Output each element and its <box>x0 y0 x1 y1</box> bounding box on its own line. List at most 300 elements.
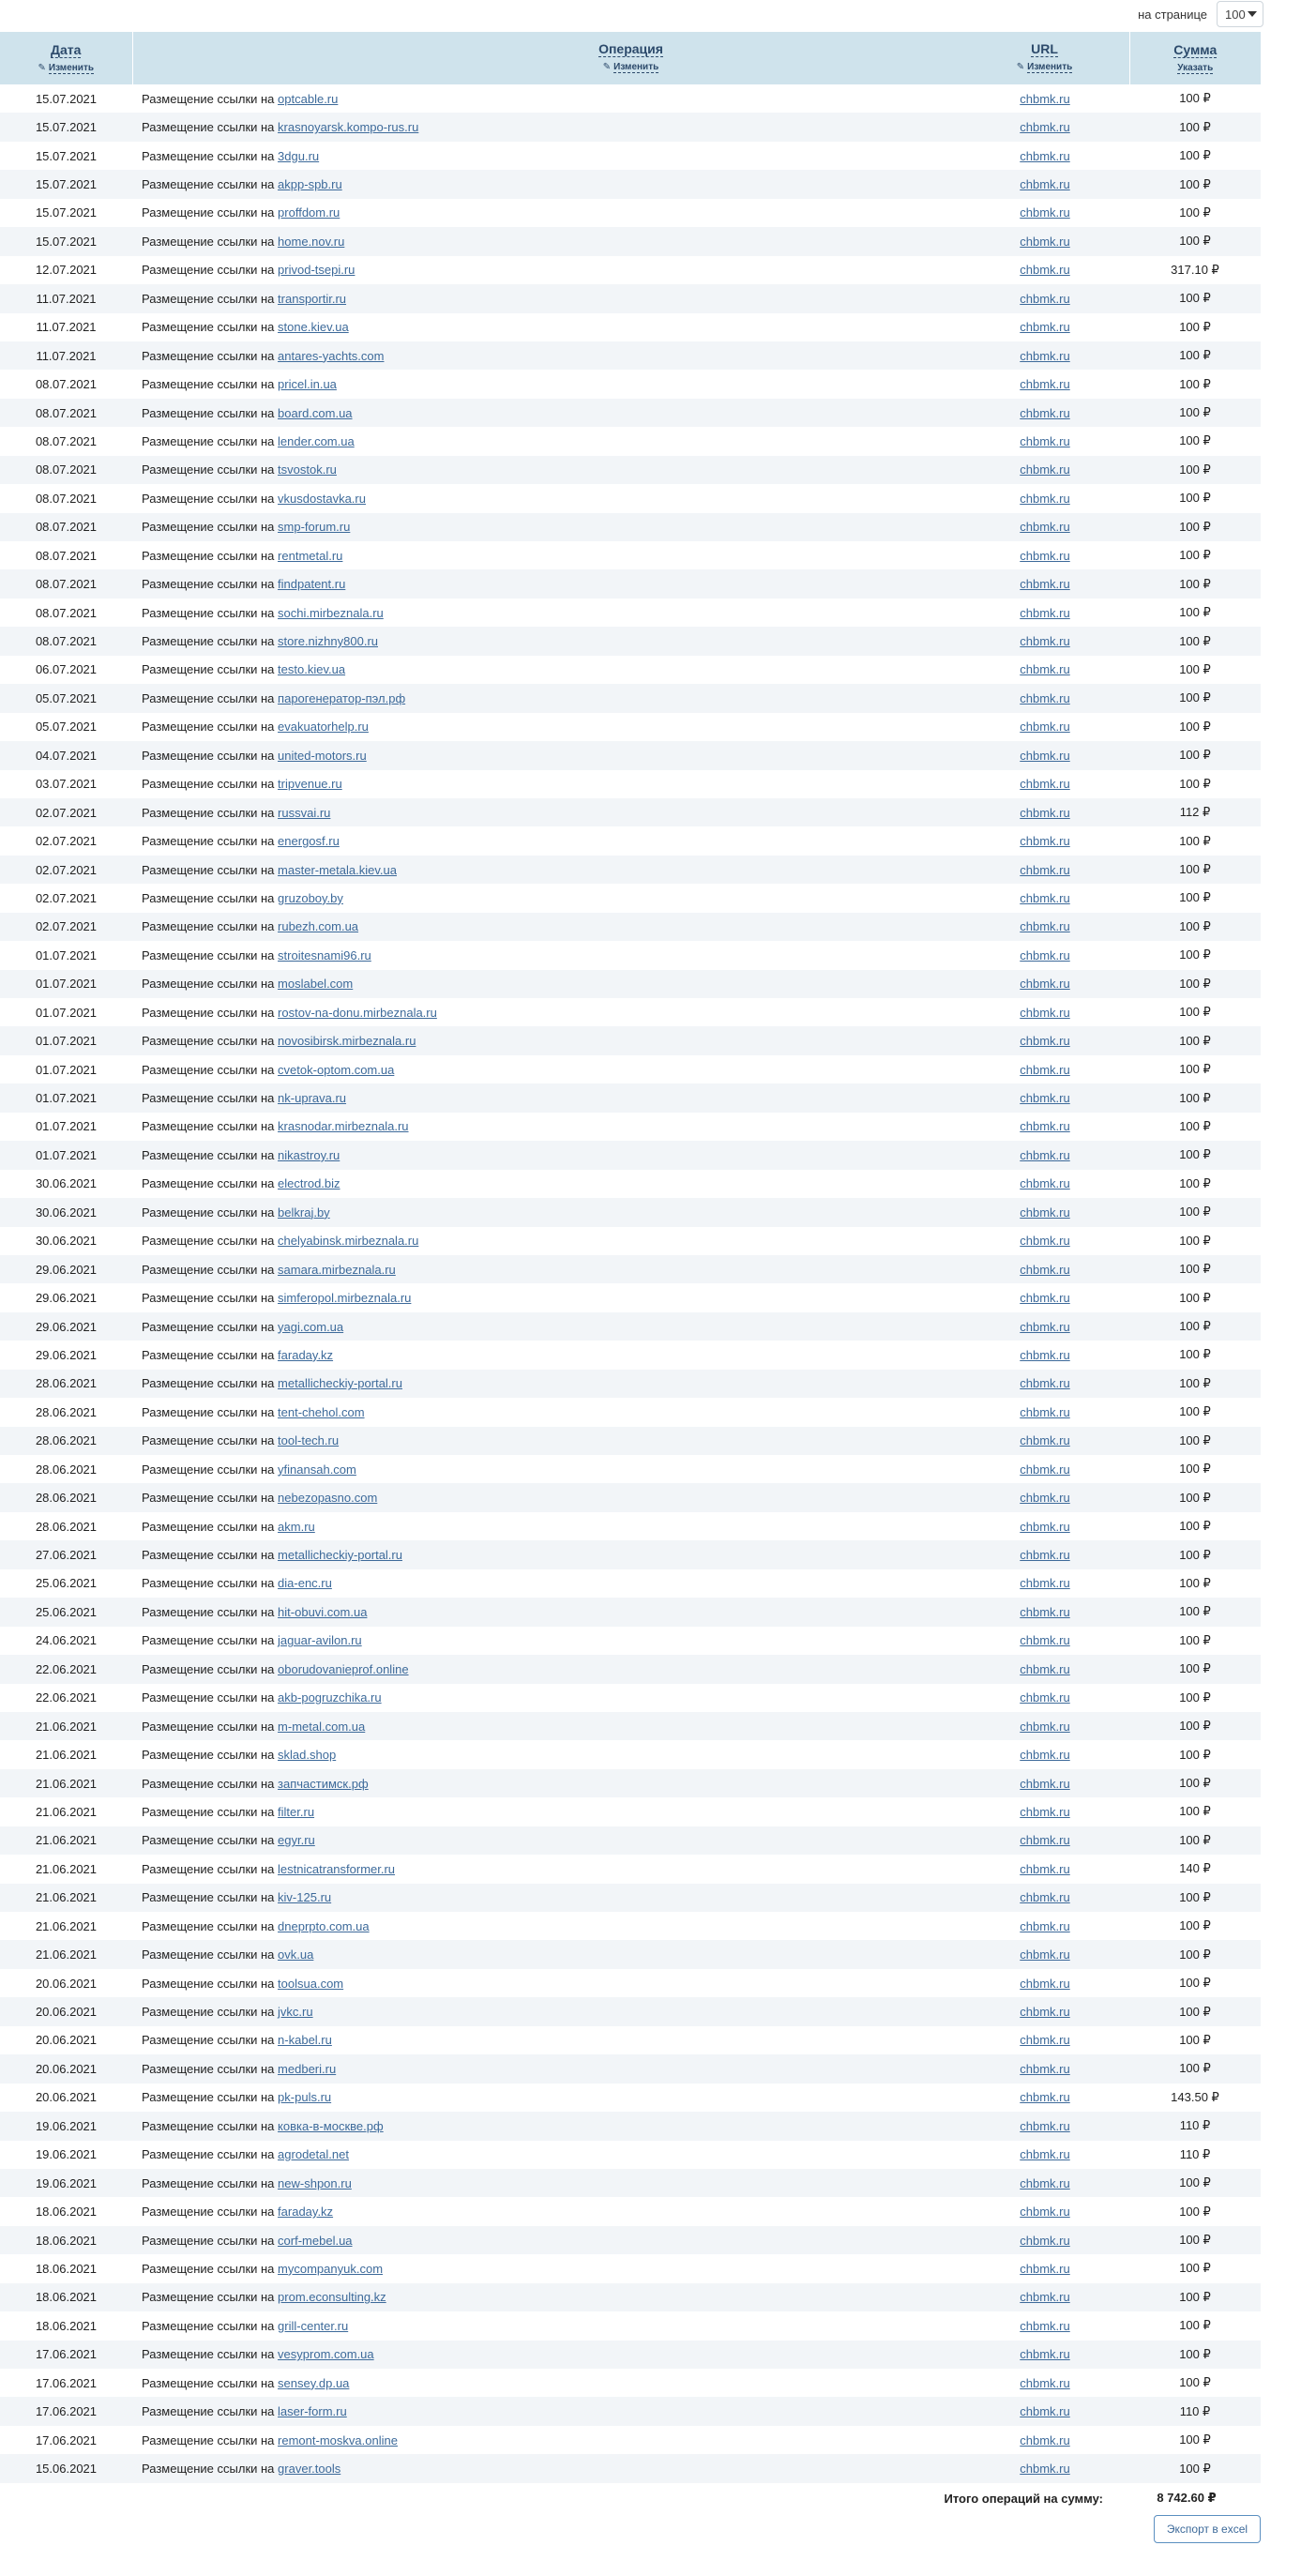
placement-site-link[interactable]: lestnicatransformer.ru <box>278 1861 396 1876</box>
table-row <box>0 2426 1261 2454</box>
row-sum: 100 ₽ <box>1129 2169 1261 2197</box>
placement-site-link[interactable]: ковка-в-москве.рф <box>278 2118 384 2133</box>
sort-date-link[interactable]: Дата <box>51 42 82 57</box>
operation-prefix: Размещение ссылки на <box>142 1576 275 1591</box>
url-link[interactable]: chbmk.ru <box>1020 263 1070 278</box>
row-sum: 100 ₽ <box>1129 2369 1261 2397</box>
row-date: 08.07.2021 <box>0 427 132 455</box>
row-url <box>961 142 1129 170</box>
table-row <box>0 1740 1261 1768</box>
placement-site-link[interactable]: optcable.ru <box>278 91 339 106</box>
url-link[interactable]: chbmk.ru <box>1020 2033 1070 2048</box>
table-row <box>0 142 1261 170</box>
url-link[interactable]: chbmk.ru <box>1020 91 1070 106</box>
url-link[interactable]: chbmk.ru <box>1020 1719 1070 1734</box>
url-link[interactable]: chbmk.ru <box>1020 548 1070 563</box>
sort-operation-link[interactable]: Операция <box>598 41 663 56</box>
placement-site-link[interactable]: faraday.kz <box>278 2205 334 2220</box>
row-sum: 100 ₽ <box>1129 1684 1261 1712</box>
url-link[interactable]: chbmk.ru <box>1020 2462 1070 2477</box>
table-row <box>0 913 1261 941</box>
row-date: 21.06.2021 <box>0 1855 132 1883</box>
row-url <box>961 1512 1129 1540</box>
url-link[interactable]: chbmk.ru <box>1020 205 1070 220</box>
table-row <box>0 941 1261 969</box>
placement-site-link[interactable]: yagi.com.ua <box>278 1319 344 1334</box>
row-operation <box>132 1655 1129 1683</box>
url-link[interactable]: chbmk.ru <box>1020 862 1070 877</box>
table-row <box>0 2454 1261 2482</box>
placement-site-link[interactable]: nebezopasno.com <box>278 1491 378 1506</box>
url-link[interactable]: chbmk.ru <box>1020 1548 1070 1563</box>
table-row <box>0 1227 1261 1255</box>
row-url <box>961 1997 1129 2025</box>
row-date: 01.07.2021 <box>0 1113 132 1141</box>
sort-url-link[interactable]: URL <box>1031 41 1058 56</box>
url-link[interactable]: chbmk.ru <box>1020 662 1070 677</box>
placement-site-link[interactable]: evakuatorhelp.ru <box>278 720 369 735</box>
placement-site-link[interactable]: rentmetal.ru <box>278 548 343 563</box>
placement-site-link[interactable]: stroitesnami96.ru <box>278 947 371 962</box>
placement-site-link[interactable]: master-metala.kiev.ua <box>278 862 397 877</box>
operation-prefix: Размещение ссылки на <box>142 1748 275 1763</box>
row-operation <box>132 1740 1129 1768</box>
row-date: 15.07.2021 <box>0 84 132 113</box>
table-row <box>0 1398 1261 1426</box>
url-link[interactable]: chbmk.ru <box>1020 1748 1070 1763</box>
operations-table-wrap <box>0 32 1261 2483</box>
operation-prefix: Размещение ссылки на <box>142 1661 275 1676</box>
placement-site-link[interactable]: chelyabinsk.mirbeznala.ru <box>278 1234 419 1249</box>
url-link[interactable]: chbmk.ru <box>1020 348 1070 363</box>
row-operation <box>132 370 1129 398</box>
row-sum: 100 ₽ <box>1129 1198 1261 1226</box>
placement-site-link[interactable]: energosf.ru <box>278 834 340 849</box>
placement-site-link[interactable]: stone.kiev.ua <box>278 320 349 335</box>
url-link[interactable]: chbmk.ru <box>1020 1976 1070 1991</box>
placement-site-link[interactable]: united-motors.ru <box>278 748 367 763</box>
url-link[interactable]: chbmk.ru <box>1020 1147 1070 1162</box>
placement-site-link[interactable]: graver.tools <box>278 2462 341 2477</box>
url-link[interactable]: chbmk.ru <box>1020 1119 1070 1134</box>
row-date: 15.07.2021 <box>0 227 132 255</box>
row-sum: 100 ₽ <box>1129 1170 1261 1198</box>
row-sum: 100 ₽ <box>1129 2426 1261 2454</box>
url-link[interactable]: chbmk.ru <box>1020 2205 1070 2220</box>
row-date: 30.06.2021 <box>0 1227 132 1255</box>
operation-prefix: Размещение ссылки на <box>142 1404 275 1419</box>
placement-site-link[interactable]: sochi.mirbeznala.ru <box>278 605 384 620</box>
row-operation <box>132 1427 1129 1455</box>
row-operation <box>132 1826 1129 1855</box>
table-row <box>0 2341 1261 2369</box>
row-url <box>961 1826 1129 1855</box>
url-link[interactable]: chbmk.ru <box>1020 1491 1070 1506</box>
operation-edit-link[interactable]: Изменить <box>613 62 659 72</box>
url-link[interactable]: chbmk.ru <box>1020 2290 1070 2305</box>
url-link[interactable]: chbmk.ru <box>1020 1861 1070 1876</box>
row-date: 18.06.2021 <box>0 2226 132 2254</box>
row-sum: 100 ₽ <box>1129 427 1261 455</box>
row-sum: 100 ₽ <box>1129 941 1261 969</box>
url-link[interactable]: chbmk.ru <box>1020 1262 1070 1277</box>
row-date: 15.07.2021 <box>0 113 132 141</box>
url-link[interactable]: chbmk.ru <box>1020 120 1070 135</box>
url-link[interactable]: chbmk.ru <box>1020 1347 1070 1362</box>
row-sum: 100 ₽ <box>1129 484 1261 512</box>
row-operation <box>132 2112 1129 2140</box>
row-sum: 100 ₽ <box>1129 2341 1261 2369</box>
operation-prefix: Размещение ссылки на <box>142 1719 275 1734</box>
placement-site-link[interactable]: findpatent.ru <box>278 577 346 592</box>
placement-site-link[interactable]: proffdom.ru <box>278 205 340 220</box>
table-row <box>0 1283 1261 1311</box>
placement-site-link[interactable]: prom.econsulting.kz <box>278 2290 386 2305</box>
placement-site-link[interactable]: filter.ru <box>278 1804 315 1819</box>
row-date: 20.06.2021 <box>0 1997 132 2025</box>
url-link[interactable]: chbmk.ru <box>1020 2261 1070 2276</box>
row-sum: 100 ₽ <box>1129 1769 1261 1797</box>
url-link[interactable]: chbmk.ru <box>1020 1833 1070 1848</box>
row-sum: 100 ₽ <box>1129 569 1261 598</box>
row-url <box>961 1655 1129 1683</box>
operation-prefix: Размещение ссылки на <box>142 491 275 506</box>
row-url <box>961 2283 1129 2311</box>
placement-site-link[interactable]: novosibirsk.mirbeznala.ru <box>278 1034 416 1049</box>
placement-site-link[interactable]: testo.kiev.ua <box>278 662 346 677</box>
placement-site-link[interactable]: 3dgu.ru <box>278 148 320 163</box>
row-operation <box>132 2369 1129 2397</box>
table-row <box>0 1826 1261 1855</box>
row-sum: 100 ₽ <box>1129 856 1261 884</box>
url-link[interactable]: chbmk.ru <box>1020 777 1070 792</box>
url-link[interactable]: chbmk.ru <box>1020 890 1070 905</box>
url-link[interactable]: chbmk.ru <box>1020 947 1070 962</box>
url-link[interactable]: chbmk.ru <box>1020 977 1070 992</box>
url-link[interactable]: chbmk.ru <box>1020 1205 1070 1220</box>
row-date: 21.06.2021 <box>0 1826 132 1855</box>
placement-site-link[interactable]: hit-obuvi.com.ua <box>278 1604 368 1619</box>
row-date: 21.06.2021 <box>0 1712 132 1740</box>
placement-site-link[interactable]: jvkc.ru <box>278 2005 313 2020</box>
placement-site-link[interactable]: simferopol.mirbeznala.ru <box>278 1291 412 1306</box>
url-link[interactable]: chbmk.ru <box>1020 1890 1070 1905</box>
placement-site-link[interactable]: transportir.ru <box>278 291 347 306</box>
placement-site-link[interactable]: remont-moskva.online <box>278 2432 398 2447</box>
url-link[interactable]: chbmk.ru <box>1020 1062 1070 1077</box>
placement-site-link[interactable]: home.nov.ru <box>278 234 345 249</box>
url-link[interactable]: chbmk.ru <box>1020 1604 1070 1619</box>
url-link[interactable]: chbmk.ru <box>1020 433 1070 448</box>
table-row <box>0 1512 1261 1540</box>
placement-site-link[interactable]: krasnoyarsk.kompo-rus.ru <box>278 120 419 135</box>
url-link[interactable]: chbmk.ru <box>1020 1462 1070 1477</box>
url-link[interactable]: chbmk.ru <box>1020 1776 1070 1791</box>
placement-site-link[interactable]: pricel.in.ua <box>278 377 337 392</box>
row-date: 21.06.2021 <box>0 1940 132 1968</box>
per-page-select[interactable] <box>1217 1 1263 27</box>
url-link[interactable]: chbmk.ru <box>1020 1034 1070 1049</box>
table-row <box>0 170 1261 198</box>
operation-prefix: Размещение ссылки на <box>142 2404 275 2419</box>
table-row <box>0 627 1261 655</box>
placement-site-link[interactable]: kiv-125.ru <box>278 1890 332 1905</box>
placement-site-link[interactable]: tool-tech.ru <box>278 1433 340 1448</box>
placement-site-link[interactable]: парогенератор-пэл.рф <box>278 690 406 705</box>
url-link[interactable]: chbmk.ru <box>1020 919 1070 934</box>
placement-site-link[interactable]: samara.mirbeznala.ru <box>278 1262 396 1277</box>
url-link[interactable]: chbmk.ru <box>1020 690 1070 705</box>
placement-site-link[interactable]: grill-center.ru <box>278 2318 349 2333</box>
row-operation <box>132 1627 1129 1655</box>
url-link[interactable]: chbmk.ru <box>1020 1404 1070 1419</box>
url-link[interactable]: chbmk.ru <box>1020 234 1070 249</box>
pencil-icon: ✎ <box>602 62 612 72</box>
url-link[interactable]: chbmk.ru <box>1020 1005 1070 1020</box>
sort-sum-link[interactable]: Сумма <box>1173 42 1218 57</box>
placement-site-link[interactable]: metallicheckiy-portal.ru <box>278 1376 402 1391</box>
url-link[interactable]: chbmk.ru <box>1020 1091 1070 1106</box>
url-link[interactable]: chbmk.ru <box>1020 2118 1070 2133</box>
table-row <box>0 484 1261 512</box>
row-operation <box>132 284 1129 312</box>
table-row <box>0 256 1261 284</box>
row-date: 21.06.2021 <box>0 1769 132 1797</box>
row-url <box>961 370 1129 398</box>
url-link[interactable]: chbmk.ru <box>1020 520 1070 535</box>
url-link[interactable]: chbmk.ru <box>1020 1433 1070 1448</box>
url-link[interactable]: chbmk.ru <box>1020 2061 1070 2076</box>
placement-site-link[interactable]: pk-puls.ru <box>278 2090 332 2105</box>
url-link[interactable]: chbmk.ru <box>1020 2175 1070 2190</box>
placement-site-link[interactable]: jaguar-avilon.ru <box>278 1633 362 1648</box>
placement-site-link[interactable]: tripvenue.ru <box>278 777 342 792</box>
table-body <box>0 84 1261 2483</box>
placement-site-link[interactable]: vkusdostavka.ru <box>278 491 366 506</box>
placement-site-link[interactable]: m-metal.com.ua <box>278 1719 366 1734</box>
url-link[interactable]: chbmk.ru <box>1020 320 1070 335</box>
row-operation <box>132 998 1129 1026</box>
placement-site-link[interactable]: egyr.ru <box>278 1833 315 1848</box>
url-link[interactable]: chbmk.ru <box>1020 1804 1070 1819</box>
row-operation <box>132 2197 1129 2225</box>
url-link[interactable]: chbmk.ru <box>1020 2005 1070 2020</box>
row-sum: 100 ₽ <box>1129 741 1261 769</box>
url-link[interactable]: chbmk.ru <box>1020 2147 1070 2162</box>
row-url <box>961 2454 1129 2482</box>
row-url <box>961 227 1129 255</box>
placement-site-link[interactable]: faraday.kz <box>278 1347 334 1362</box>
url-link[interactable]: chbmk.ru <box>1020 1947 1070 1962</box>
row-date: 02.07.2021 <box>0 913 132 941</box>
row-url <box>961 913 1129 941</box>
placement-site-link[interactable]: запчастимск.рф <box>278 1776 369 1791</box>
row-sum: 100 ₽ <box>1129 227 1261 255</box>
row-date: 19.06.2021 <box>0 2112 132 2140</box>
placement-site-link[interactable]: belkraj.by <box>278 1205 330 1220</box>
operation-prefix: Размещение ссылки на <box>142 148 275 163</box>
url-link[interactable]: chbmk.ru <box>1020 2404 1070 2419</box>
placement-site-link[interactable]: tsvostok.ru <box>278 462 337 477</box>
url-link[interactable]: chbmk.ru <box>1020 1291 1070 1306</box>
row-sum: 100 ₽ <box>1129 1912 1261 1940</box>
table-row <box>0 2169 1261 2197</box>
export-excel-button[interactable]: Экспорт в excel <box>1154 2515 1261 2543</box>
table-row <box>0 741 1261 769</box>
url-link[interactable]: chbmk.ru <box>1020 577 1070 592</box>
placement-site-link[interactable]: vesyprom.com.ua <box>278 2347 374 2362</box>
url-link[interactable]: chbmk.ru <box>1020 720 1070 735</box>
placement-site-link[interactable]: krasnodar.mirbeznala.ru <box>278 1119 409 1134</box>
url-link[interactable]: chbmk.ru <box>1020 748 1070 763</box>
placement-site-link[interactable]: dneprpto.com.ua <box>278 1918 370 1933</box>
url-link[interactable]: chbmk.ru <box>1020 2347 1070 2362</box>
placement-site-link[interactable]: rostov-na-donu.mirbeznala.ru <box>278 1005 437 1020</box>
row-operation <box>132 2283 1129 2311</box>
placement-site-link[interactable]: privod-tsepi.ru <box>278 263 356 278</box>
row-operation <box>132 1113 1129 1141</box>
placement-site-link[interactable]: dia-enc.ru <box>278 1576 332 1591</box>
row-date: 08.07.2021 <box>0 513 132 541</box>
url-link[interactable]: chbmk.ru <box>1020 1918 1070 1933</box>
row-sum: 143.50 ₽ <box>1129 2084 1261 2112</box>
row-operation <box>132 1997 1129 2025</box>
url-link[interactable]: chbmk.ru <box>1020 148 1070 163</box>
sum-specify-link[interactable]: Указать <box>1177 63 1214 73</box>
placement-site-link[interactable]: laser-form.ru <box>278 2404 347 2419</box>
placement-site-link[interactable]: akpp-spb.ru <box>278 177 342 192</box>
row-url <box>961 1255 1129 1283</box>
url-link[interactable]: chbmk.ru <box>1020 1376 1070 1391</box>
table-row <box>0 1569 1261 1598</box>
url-link[interactable]: chbmk.ru <box>1020 2432 1070 2447</box>
row-date: 22.06.2021 <box>0 1655 132 1683</box>
url-edit-link[interactable]: Изменить <box>1027 62 1073 72</box>
placement-site-link[interactable]: yfinansah.com <box>278 1462 356 1477</box>
placement-site-link[interactable]: nk-uprava.ru <box>278 1091 347 1106</box>
row-sum: 100 ₽ <box>1129 1427 1261 1455</box>
url-link[interactable]: chbmk.ru <box>1020 2318 1070 2333</box>
row-sum: 100 ₽ <box>1129 627 1261 655</box>
placement-site-link[interactable]: akb-pogruzchika.ru <box>278 1690 382 1705</box>
placement-site-link[interactable]: lender.com.ua <box>278 433 355 448</box>
url-link[interactable]: chbmk.ru <box>1020 805 1070 820</box>
placement-site-link[interactable]: board.com.ua <box>278 405 353 420</box>
placement-site-link[interactable]: mycompanyuk.com <box>278 2261 384 2276</box>
url-link[interactable]: chbmk.ru <box>1020 1633 1070 1648</box>
placement-site-link[interactable]: metallicheckiy-portal.ru <box>278 1548 402 1563</box>
row-sum: 100 ₽ <box>1129 656 1261 684</box>
table-row <box>0 684 1261 712</box>
operation-prefix: Размещение ссылки на <box>142 462 275 477</box>
table-row <box>0 1483 1261 1511</box>
url-link[interactable]: chbmk.ru <box>1020 605 1070 620</box>
row-date: 11.07.2021 <box>0 313 132 341</box>
row-operation <box>132 1312 1129 1341</box>
placement-site-link[interactable]: store.nizhny800.ru <box>278 634 378 649</box>
operation-prefix: Размещение ссылки на <box>142 1861 275 1876</box>
table-row <box>0 1255 1261 1283</box>
row-url <box>961 1312 1129 1341</box>
url-link[interactable]: chbmk.ru <box>1020 491 1070 506</box>
row-operation <box>132 2311 1129 2340</box>
url-link[interactable]: chbmk.ru <box>1020 1234 1070 1249</box>
placement-site-link[interactable]: smp-forum.ru <box>278 520 351 535</box>
url-link[interactable]: chbmk.ru <box>1020 1690 1070 1705</box>
url-link[interactable]: chbmk.ru <box>1020 1176 1070 1191</box>
table-row <box>0 884 1261 912</box>
url-link[interactable]: chbmk.ru <box>1020 405 1070 420</box>
operation-prefix: Размещение ссылки на <box>142 433 275 448</box>
placement-site-link[interactable]: sklad.shop <box>278 1748 337 1763</box>
placement-site-link[interactable]: akm.ru <box>278 1519 315 1534</box>
placement-site-link[interactable]: ovk.ua <box>278 1947 314 1962</box>
url-link[interactable]: chbmk.ru <box>1020 1519 1070 1534</box>
placement-site-link[interactable]: medberi.ru <box>278 2061 337 2076</box>
url-link[interactable]: chbmk.ru <box>1020 377 1070 392</box>
row-operation <box>132 1170 1129 1198</box>
placement-site-link[interactable]: antares-yachts.com <box>278 348 385 363</box>
url-link[interactable]: chbmk.ru <box>1020 291 1070 306</box>
placement-site-link[interactable]: gruzoboy.by <box>278 890 343 905</box>
per-page-label: на странице <box>1138 7 1207 22</box>
placement-site-link[interactable]: agrodetal.net <box>278 2147 349 2162</box>
row-url <box>961 84 1129 113</box>
placement-site-link[interactable]: tent-chehol.com <box>278 1404 365 1419</box>
url-link[interactable]: chbmk.ru <box>1020 2375 1070 2390</box>
row-operation <box>132 513 1129 541</box>
table-row <box>0 1940 1261 1968</box>
row-operation <box>132 199 1129 227</box>
url-link[interactable]: chbmk.ru <box>1020 177 1070 192</box>
row-sum: 100 ₽ <box>1129 199 1261 227</box>
row-date: 05.07.2021 <box>0 684 132 712</box>
row-operation <box>132 913 1129 941</box>
placement-site-link[interactable]: toolsua.com <box>278 1976 344 1991</box>
row-date: 01.07.2021 <box>0 970 132 998</box>
placement-site-link[interactable]: n-kabel.ru <box>278 2033 332 2048</box>
operation-prefix: Размещение ссылки на <box>142 1833 275 1848</box>
chevron-down-icon <box>1248 11 1257 17</box>
row-url <box>961 1398 1129 1426</box>
row-operation <box>132 798 1129 826</box>
placement-site-link[interactable]: sensey.dp.ua <box>278 2375 350 2390</box>
placement-site-link[interactable]: electrod.biz <box>278 1176 340 1191</box>
operation-prefix: Размещение ссылки на <box>142 2290 275 2305</box>
url-link[interactable]: chbmk.ru <box>1020 634 1070 649</box>
url-link[interactable]: chbmk.ru <box>1020 2233 1070 2248</box>
url-link[interactable]: chbmk.ru <box>1020 1661 1070 1676</box>
placement-site-link[interactable]: rubezh.com.ua <box>278 919 359 934</box>
placement-site-link[interactable]: oborudovanieprof.online <box>278 1661 409 1676</box>
url-link[interactable]: chbmk.ru <box>1020 462 1070 477</box>
table-row <box>0 2254 1261 2282</box>
url-link[interactable]: chbmk.ru <box>1020 1319 1070 1334</box>
url-link[interactable]: chbmk.ru <box>1020 834 1070 849</box>
placement-site-link[interactable]: russvai.ru <box>278 805 331 820</box>
placement-site-link[interactable]: corf-mebel.ua <box>278 2233 353 2248</box>
url-link[interactable]: chbmk.ru <box>1020 1576 1070 1591</box>
placement-site-link[interactable]: nikastroy.ru <box>278 1147 340 1162</box>
placement-site-link[interactable]: moslabel.com <box>278 977 354 992</box>
url-link[interactable]: chbmk.ru <box>1020 2090 1070 2105</box>
total-label: Итого операций на сумму: <box>944 2491 1103 2506</box>
placement-site-link[interactable]: cvetok-optom.com.ua <box>278 1062 395 1077</box>
date-edit-link[interactable]: Изменить <box>48 63 94 73</box>
row-url <box>961 113 1129 141</box>
placement-site-link[interactable]: new-shpon.ru <box>278 2175 352 2190</box>
operation-prefix: Размещение ссылки на <box>142 862 275 877</box>
